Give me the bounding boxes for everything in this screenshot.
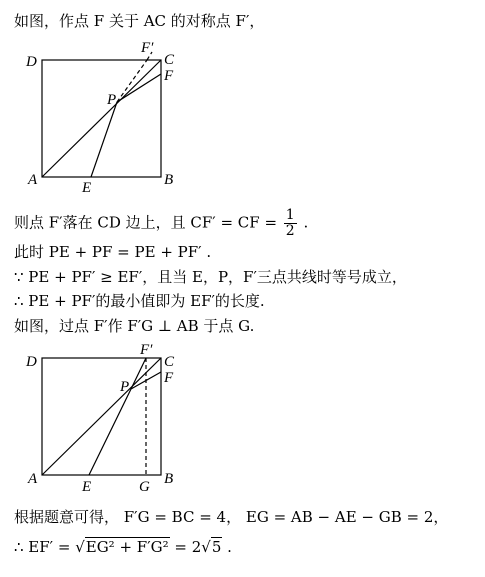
text-line-7: 根据题意可得， F′G = BC = 4， EG = AB − AE − GB = 2，	[14, 508, 449, 526]
fraction-denominator: 2	[285, 223, 295, 239]
label-d-1: D	[26, 54, 37, 70]
line-8-middle: = 2	[169, 538, 202, 556]
line-8-end: .	[222, 538, 232, 556]
line-2-text: 则点 F′落在 CD 边上，且 CF′ = CF =	[14, 213, 282, 232]
fraction-numerator: 1	[285, 207, 295, 223]
text-line-5: ∴ PE + PF′的最小值即为 EF′的长度.	[14, 292, 265, 310]
label-a-1: A	[28, 172, 38, 188]
radicand-1: EG² + F′G²	[85, 538, 169, 556]
label-c-1: C	[164, 52, 175, 68]
label-g-2: G	[139, 479, 150, 495]
radical-sign-2: √	[201, 538, 211, 556]
label-d-2: D	[26, 354, 37, 370]
label-p-1: P	[107, 92, 117, 108]
line-8-prefix: ∴ EF′ =	[14, 538, 76, 556]
segment-pe-2	[89, 389, 131, 475]
radical-sign-1: √	[75, 538, 85, 556]
text-line-1: 如图，作点 F 关于 AC 的对称点 F′，	[14, 12, 265, 30]
label-a-2: A	[28, 471, 38, 487]
label-b-1: B	[164, 172, 174, 188]
label-b-2: B	[164, 471, 174, 487]
diagonal-ac-2	[42, 358, 161, 475]
line-2-end: .	[303, 213, 309, 232]
label-f-2: F	[164, 370, 174, 386]
text-line-8	[14, 538, 232, 556]
label-e-1: E	[82, 180, 92, 196]
label-c-2: C	[164, 354, 175, 370]
label-p-2: P	[120, 379, 130, 395]
label-f-prime-1: F′	[141, 40, 154, 56]
radicand-2: 5	[211, 538, 222, 556]
text-line-3: 此时 PE + PF = PE + PF′ .	[14, 243, 212, 261]
label-e-2: E	[82, 479, 92, 495]
text-line-4: ∵ PE + PF′ ≥ EF′，且当 E，P，F′三点共线时等号成立，	[14, 268, 407, 286]
text-line-6: 如图，过点 F′作 F′G ⊥ AB 于点 G.	[14, 317, 255, 335]
label-f-prime-2: F′	[140, 342, 153, 358]
label-f-1: F	[164, 68, 174, 84]
